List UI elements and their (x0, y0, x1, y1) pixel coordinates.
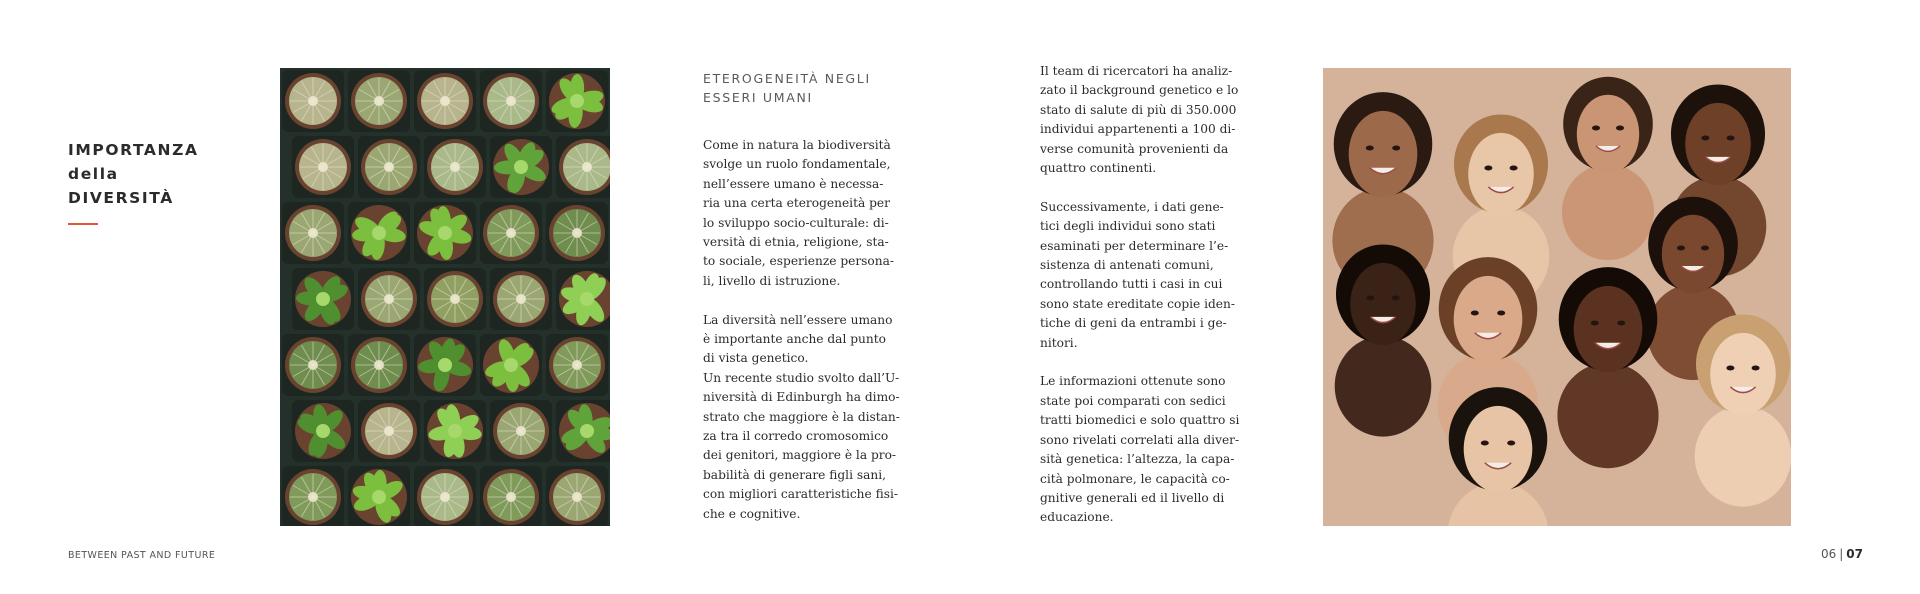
text-line: nitori. (1040, 335, 1078, 350)
text-line: individui appartenenti a 100 di- (1040, 122, 1236, 137)
text-line: verse comunità provenienti da (1040, 141, 1229, 156)
footer-publication-title: BETWEEN PAST AND FUTURE (68, 550, 216, 561)
section-heading (703, 69, 923, 107)
text-line: Le informazioni ottenute sono (1040, 374, 1226, 389)
cacti-photo (280, 68, 610, 526)
text-line: controllando tutti i casi in cui (1040, 277, 1223, 292)
page-title-line-3: DIVERSITÀ (68, 189, 174, 207)
page-title-line-1: IMPORTANZA (68, 141, 199, 159)
text-line: niversità di Edinburgh ha dimo- (703, 390, 900, 405)
text-line: esaminati per determinare l’e- (1040, 238, 1229, 253)
text-line: educazione. (1040, 510, 1114, 525)
page-title-line-2: della (68, 165, 119, 183)
text-line: che e cognitive. (703, 506, 801, 521)
section-heading-line-2: ESSERI UMANI (703, 90, 813, 105)
text-line: sono rivelati correlati alla diver- (1040, 432, 1240, 447)
text-line: sistenza di antenati comuni, (1040, 258, 1214, 273)
text-line: tratti biomedici e solo quattro si (1040, 413, 1240, 428)
text-line: strato che maggiore è la distan- (703, 409, 900, 424)
text-line: gnitive generali ed il livello di (1040, 490, 1225, 505)
text-line: stato di salute di più di 350.000 (1040, 102, 1237, 117)
text-column-2 (1040, 62, 1240, 547)
page-title (68, 138, 268, 210)
text-line: svolge un ruolo fondamentale, (703, 157, 891, 172)
paragraph-biodiversity (703, 136, 903, 291)
paragraph-genetic-data (1040, 198, 1240, 353)
people-photo (1323, 68, 1791, 526)
text-line: è importante anche dal punto (703, 332, 886, 347)
section-heading-line-1: ETEROGENEITÀ NEGLI (703, 71, 871, 86)
text-line: cità polmonare, le capacità co- (1040, 471, 1230, 486)
text-line: tici degli individui sono stati (1040, 219, 1216, 234)
text-line: di vista genetico. (703, 351, 809, 366)
paragraph-results (1040, 372, 1240, 527)
title-accent-line (68, 223, 98, 225)
text-line: Il team di ricercatori ha analiz- (1040, 64, 1233, 78)
page-number-separator: | (1839, 547, 1844, 561)
text-line: lo sviluppo socio-culturale: di- (703, 215, 889, 230)
text-line: ria una certa eterogeneità per (703, 196, 890, 211)
cacti-illustration (280, 68, 610, 526)
text-line: versità di etnia, religione, sta- (703, 235, 889, 250)
text-line: to sociale, esperienze persona- (703, 254, 894, 269)
text-line: Come in natura la biodiversità (703, 138, 891, 152)
text-line: dei genitori, maggiore è la pro- (703, 448, 897, 463)
text-line: con migliori caratteristiche fisi- (703, 487, 898, 502)
text-line: li, livello di istruzione. (703, 273, 841, 288)
text-line: tiche di geni da entrambi i ge- (1040, 316, 1227, 331)
people-illustration (1323, 68, 1791, 526)
text-line: La diversità nell’essere umano (703, 312, 893, 327)
paragraph-edinburgh-study (703, 369, 903, 524)
text-line: za tra il corredo cromosomico (703, 429, 889, 444)
text-line: babilità di generare figli sani, (703, 467, 886, 482)
text-line: sono state ereditate copie iden- (1040, 296, 1235, 311)
paragraph-genetic-diversity (703, 311, 903, 369)
page-number-right: 07 (1846, 547, 1863, 561)
text-line: sità genetica: l’altezza, la capa- (1040, 452, 1235, 467)
text-line: Successivamente, i dati gene- (1040, 199, 1224, 214)
text-line: state poi comparati con sedici (1040, 393, 1226, 408)
text-line: zato il background genetico e lo (1040, 83, 1239, 98)
text-line: nell’essere umano è necessa- (703, 176, 884, 191)
text-line: quattro continenti. (1040, 161, 1157, 176)
text-column-1 (703, 136, 903, 544)
page-number-left: 06 (1820, 547, 1837, 561)
page-numbers (1821, 547, 1863, 561)
text-line: Un recente studio svolto dall’U- (703, 370, 900, 385)
paragraph-research-team (1040, 62, 1240, 178)
